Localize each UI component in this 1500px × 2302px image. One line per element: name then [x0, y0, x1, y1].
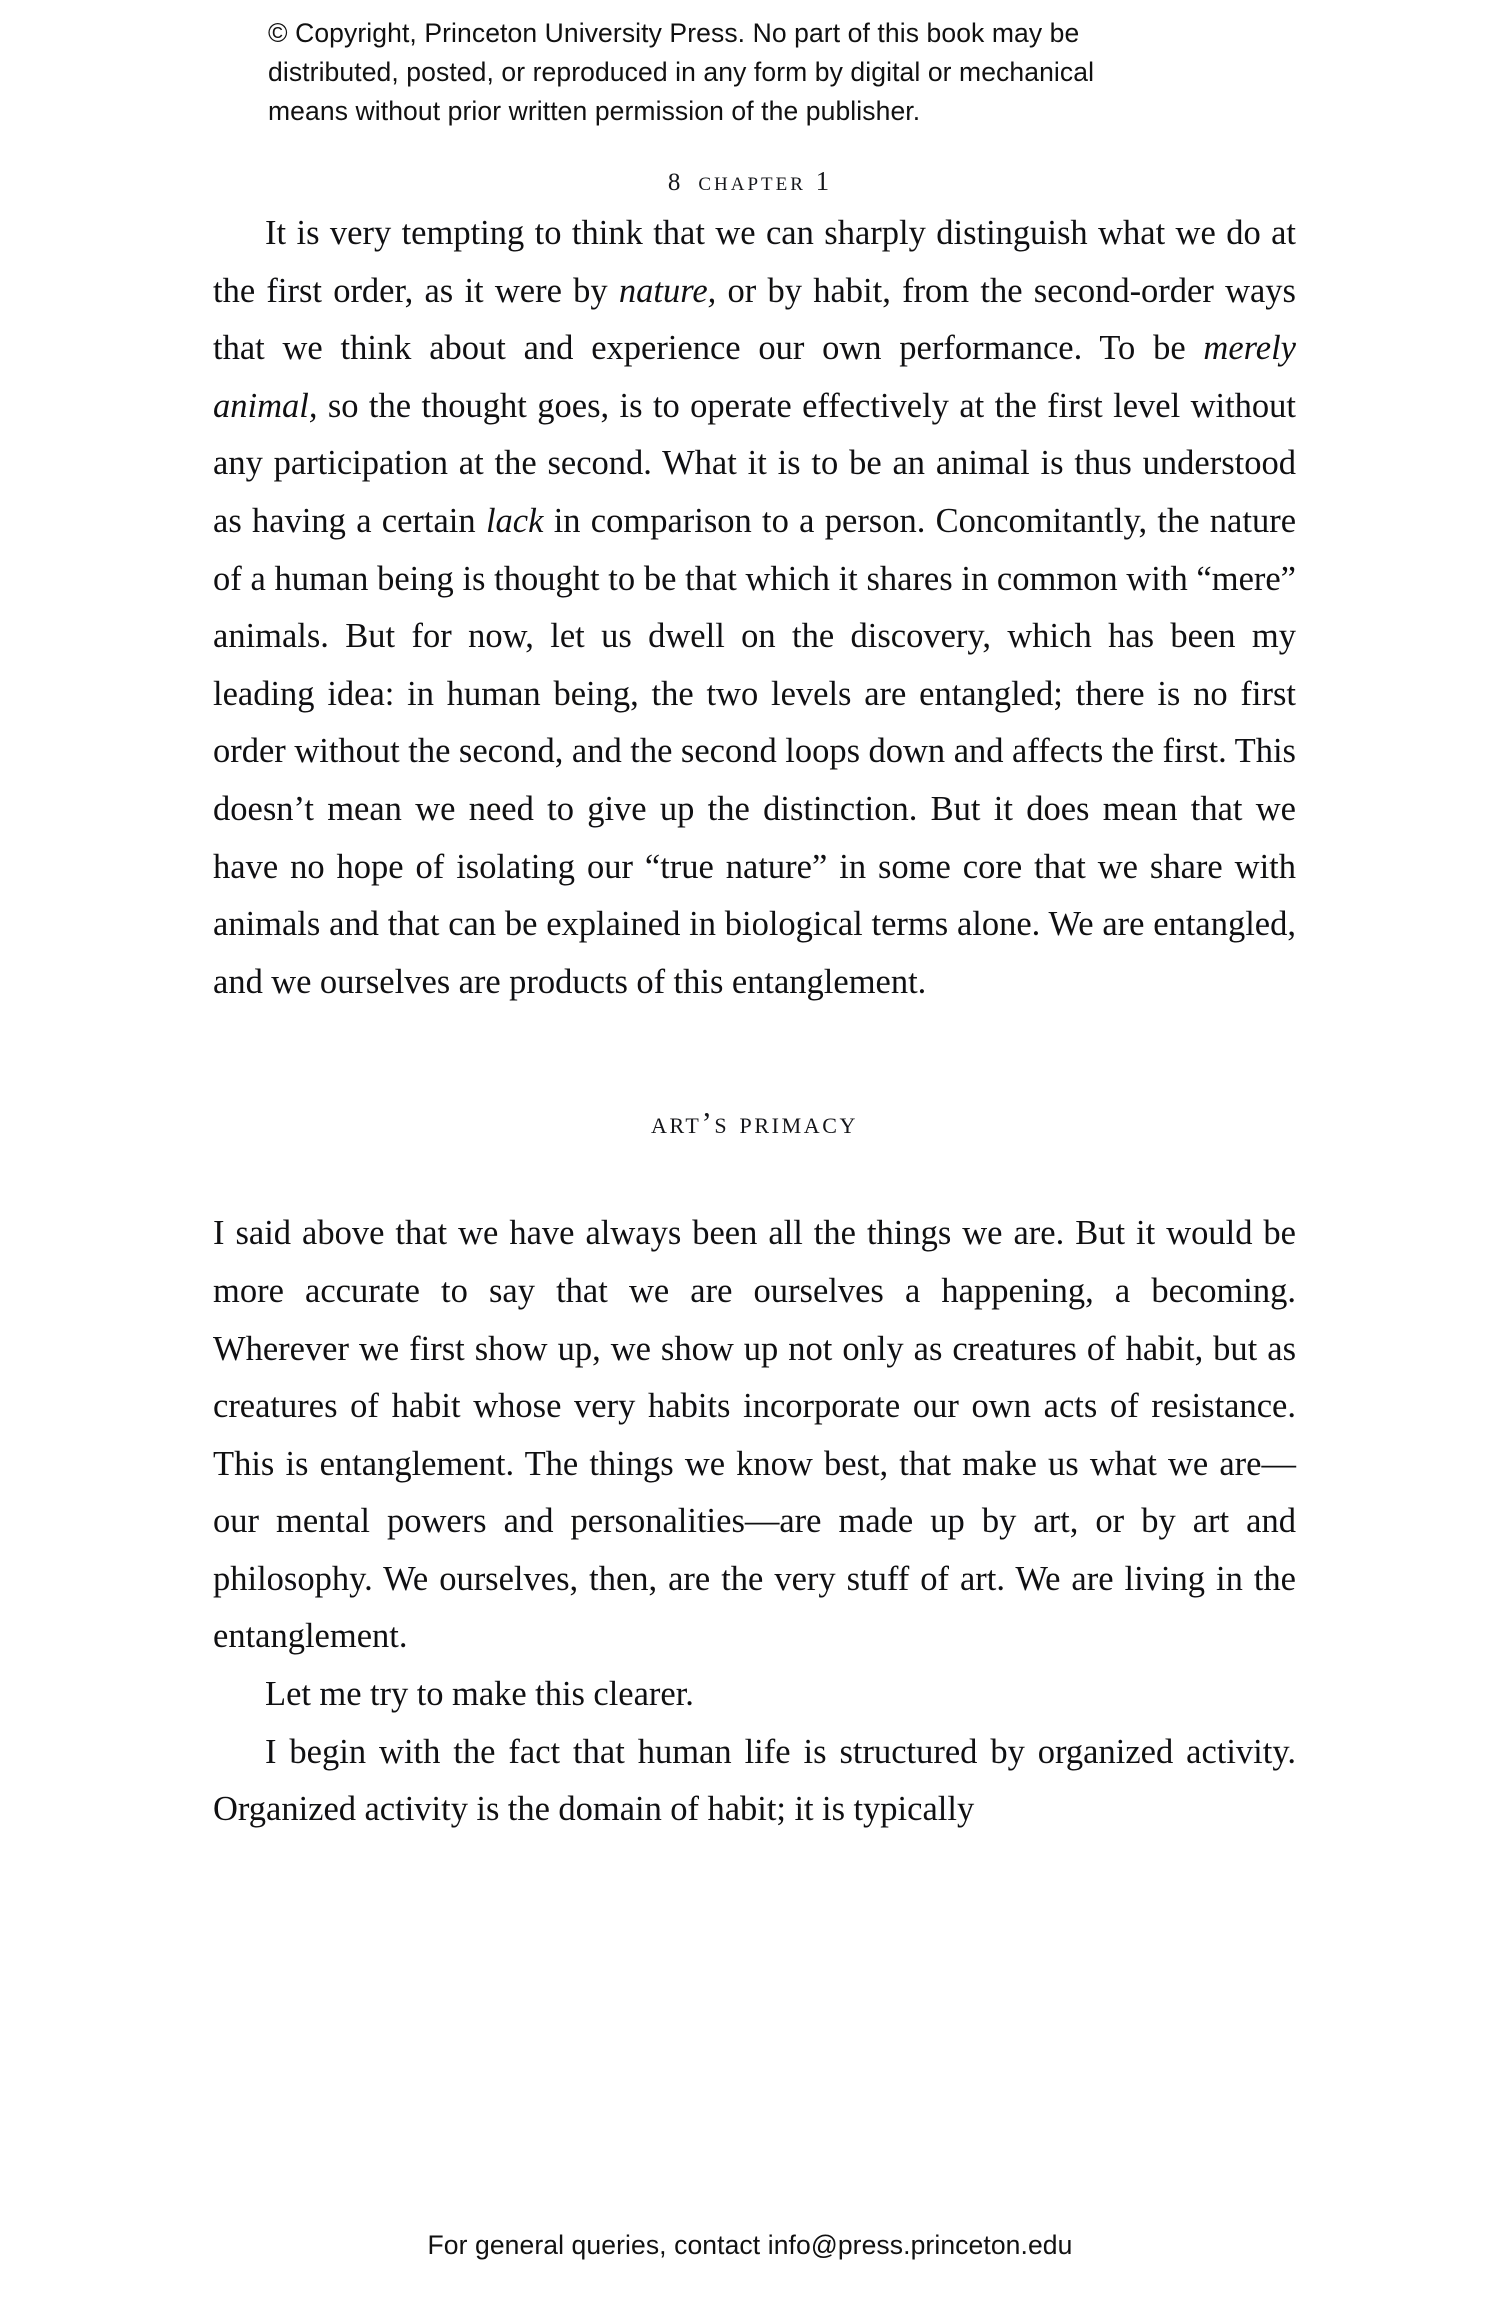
par1-seg2: or by habit, from the second-order ways that we think about and experience our own performance. To be [213, 271, 1296, 368]
running-head [0, 166, 1500, 198]
page-folio-number: 8 [667, 169, 681, 196]
par1-italic-lack: lack [485, 501, 544, 540]
paragraph-arts-primacy-opening: I said above that we have always been all the things we are. But it would be more accurate to say that we are ourselves a happening, a becoming. Wherever we first show up, we show up not only as creatures of habit, but as creatures of habit whose very habits incorporate our own acts of resistance. This is entanglement. The things we know best, that make us what we are—our mental powers and personalities—are made up by art, or by art and philosophy. We ourselves, then, are the very stuff of art. We are living in the entanglement. [213, 1214, 1296, 1656]
paragraph-first-order [213, 205, 1296, 1011]
copyright-line-2: distributed, posted, or reproduced in any form by digital or mechanical [268, 57, 1095, 87]
copyright-notice [268, 14, 1268, 131]
section-heading-arts-primacy: art’s primacy [650, 1105, 859, 1141]
par1-seg1: It is very tempting to think that we can sharply distinguish what we do at the first order, as it were by [213, 214, 1296, 310]
paragraph-let-me-try: Let me try to make this clearer. [265, 1675, 694, 1714]
paragraph-i-begin-with: I begin with the fact that human life is structured by organized activity. Organized activity is the domain of habit; it is typically [213, 1732, 1296, 1829]
par1-seg4: in comparison to a person. Concomitantly, the nature of a human being is thought to be that which it shares in common with “mere” animals. But for now, let us dwell on the discovery, which has been my leading idea: in human being, the two levels are entangled; there is no first order without the second, and the second loops down and affects the first. This doesn’t mean we need to give up the distinction. But it does mean that we have no hope of isolating our “true nature” in some core that we share with animals and that can be explained in biological terms alone. We are entangled, and we ourselves are products of this entanglement. [213, 501, 1297, 1001]
text-block [213, 205, 1296, 1839]
par1-seg3: so the thought goes, is to operate effectively at the first level without any participation at the second. What it is to be an animal is thus understood as having a certain [213, 386, 1296, 540]
running-head-title: chapter 1 [698, 166, 833, 196]
par1-italic-merely-animal: merely animal, [213, 329, 1296, 425]
copyright-line-1: © Copyright, Princeton University Press. No part of this book may be [268, 18, 1080, 48]
par1-italic-nature: nature, [618, 271, 717, 310]
copyright-line-3: means without prior written permission of the publisher. [268, 96, 921, 126]
footer-general-queries: For general queries, contact info@press.princeton.edu [427, 2230, 1073, 2260]
heading-space-below [213, 1143, 1296, 1205]
heading-space-above [213, 1011, 1296, 1103]
